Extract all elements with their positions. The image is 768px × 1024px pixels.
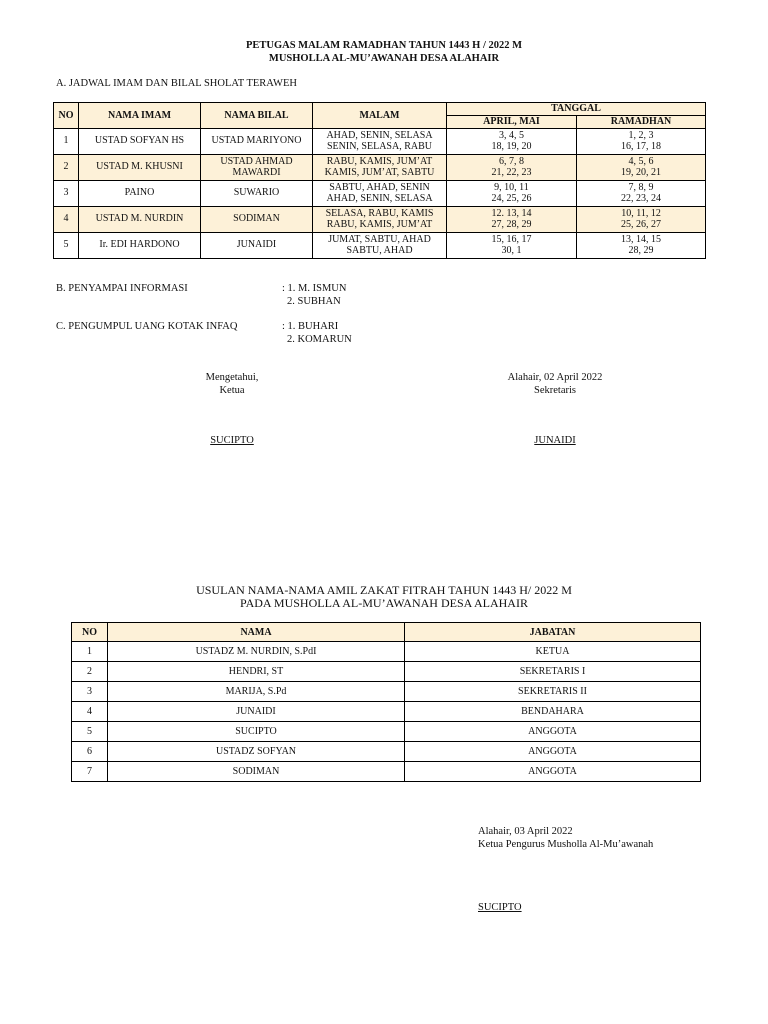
table-header-row: [72, 623, 701, 642]
cell-ramadhan: [577, 129, 706, 155]
april-line1: 9, 10, 11: [494, 182, 529, 193]
cell-april-mai: [447, 129, 577, 155]
cell-jabatan: ANGGOTA: [405, 742, 701, 762]
doc1-title-line1: PETUGAS MALAM RAMADHAN TAHUN 1443 H / 2022 M: [245, 40, 523, 51]
ramadhan-line2: 28, 29: [628, 244, 654, 256]
cell-imam: PAINO: [79, 181, 201, 207]
sign-right-line1: Alahair, 02 April 2022: [507, 372, 603, 383]
header-ramadhan: RAMADHAN: [577, 116, 706, 129]
cell-nama: USTADZ SOFYAN: [108, 742, 405, 762]
ramadhan-line1: 7, 8, 9: [628, 182, 654, 193]
doc2-sign-line2: Ketua Pengurus Musholla Al-Mu’awanah: [478, 839, 654, 850]
cell-no: 2: [54, 155, 79, 181]
cell-april-mai: [447, 155, 577, 181]
april-line1: 6, 7, 8: [499, 156, 524, 167]
cell-jabatan: BENDAHARA: [405, 702, 701, 722]
sign-left-line1: Mengetahui,: [205, 372, 259, 383]
cell-april-mai: [447, 233, 577, 259]
table-row: [54, 207, 706, 233]
april-line2: 24, 25, 26: [491, 192, 532, 204]
header-jabatan: JABATAN: [405, 623, 701, 642]
sign-right-name: JUNAIDI: [534, 435, 576, 446]
cell-ramadhan: [577, 155, 706, 181]
header-tanggal: TANGGAL: [447, 103, 706, 116]
header-malam: MALAM: [313, 103, 447, 129]
ramadhan-line2: 16, 17, 18: [621, 140, 661, 152]
ramadhan-line1: 4, 5, 6: [628, 156, 654, 167]
cell-april-mai: [447, 207, 577, 233]
cell-no: 5: [72, 722, 108, 742]
april-line1: 12. 13, 14: [491, 208, 532, 219]
cell-no: 7: [72, 762, 108, 782]
table-row: [54, 155, 706, 181]
table-row: [54, 129, 706, 155]
ramadhan-line1: 1, 2, 3: [628, 130, 654, 141]
section-b-label: B. PENYAMPAI INFORMASI: [56, 283, 188, 294]
cell-malam: [313, 181, 447, 207]
table-row: [72, 662, 701, 682]
malam-line1: RABU, KAMIS, JUM’AT: [326, 156, 433, 167]
header-no: NO: [72, 623, 108, 642]
cell-jabatan: ANGGOTA: [405, 722, 701, 742]
section-c-item1: : 1. BUHARI: [282, 321, 339, 332]
cell-ramadhan: [577, 233, 706, 259]
cell-jabatan: SEKRETARIS I: [405, 662, 701, 682]
table-row: [72, 682, 701, 702]
cell-no: 2: [72, 662, 108, 682]
doc2-sign-line1: Alahair, 03 April 2022: [478, 826, 573, 837]
cell-nama: HENDRI, ST: [108, 662, 405, 682]
cell-jabatan: ANGGOTA: [405, 762, 701, 782]
header-no: NO: [54, 103, 79, 129]
cell-imam: Ir. EDI HARDONO: [79, 233, 201, 259]
cell-malam: [313, 233, 447, 259]
ramadhan-line2: 25, 26, 27: [621, 218, 661, 230]
cell-imam: USTAD M. NURDIN: [79, 207, 201, 233]
cell-bilal: SUWARIO: [201, 181, 313, 207]
cell-nama: SODIMAN: [108, 762, 405, 782]
sign-left-name: SUCIPTO: [210, 435, 254, 446]
cell-april-mai: [447, 181, 577, 207]
ramadhan-line2: 22, 23, 24: [621, 192, 661, 204]
sign-left-line2: Ketua: [219, 385, 245, 396]
bilal-line2: MAWARDI: [232, 166, 281, 178]
cell-no: 1: [54, 129, 79, 155]
april-line2: 27, 28, 29: [491, 218, 532, 230]
cell-no: 4: [72, 702, 108, 722]
ramadhan-line2: 19, 20, 21: [621, 166, 661, 178]
malam-line1: AHAD, SENIN, SELASA: [326, 130, 433, 141]
malam-line2: RABU, KAMIS, JUM’AT: [326, 218, 433, 230]
doc2-title-line2: PADA MUSHOLLA AL-MU’AWANAH DESA ALAHAIR: [240, 596, 528, 610]
amil-zakat-table: [71, 622, 701, 782]
cell-malam: [313, 129, 447, 155]
header-nama-bilal: NAMA BILAL: [201, 103, 313, 129]
april-line2: 18, 19, 20: [491, 140, 532, 152]
cell-imam: USTAD M. KHUSNI: [79, 155, 201, 181]
sign-right-line2: Sekretaris: [534, 385, 576, 396]
malam-line2: KAMIS, JUM’AT, SABTU: [324, 166, 435, 178]
section-b-item2: 2. SUBHAN: [287, 296, 341, 307]
header-nama-imam: NAMA IMAM: [79, 103, 201, 129]
table-header-row: [54, 103, 706, 116]
malam-line1: SABTU, AHAD, SENIN: [329, 182, 430, 193]
malam-line2: SABTU, AHAD: [346, 244, 413, 256]
doc1-title-line2: MUSHOLLA AL-MU’AWANAH DESA ALAHAIR: [268, 53, 500, 64]
ramadhan-line1: 10, 11, 12: [621, 208, 661, 219]
cell-bilal: SODIMAN: [201, 207, 313, 233]
cell-bilal: USTAD MARIYONO: [201, 129, 313, 155]
bilal-line1: USTAD AHMAD: [220, 156, 293, 167]
table-row: [72, 742, 701, 762]
imam-bilal-schedule-table: [53, 102, 706, 259]
cell-nama: USTADZ M. NURDIN, S.PdI: [108, 642, 405, 662]
malam-line1: SELASA, RABU, KAMIS: [325, 208, 434, 219]
april-line1: 15, 16, 17: [491, 234, 532, 245]
doc2-title-line1: USULAN NAMA-NAMA AMIL ZAKAT FITRAH TAHUN 1443 H/ 2022 M: [196, 583, 572, 597]
cell-nama: JUNAIDI: [108, 702, 405, 722]
cell-ramadhan: [577, 207, 706, 233]
april-line1: 3, 4, 5: [499, 130, 524, 141]
table-row: [72, 642, 701, 662]
cell-malam: [313, 207, 447, 233]
cell-jabatan: KETUA: [405, 642, 701, 662]
cell-no: 3: [72, 682, 108, 702]
malam-line2: SENIN, SELASA, RABU: [326, 140, 432, 152]
april-line2: 21, 22, 23: [491, 166, 532, 178]
cell-imam: USTAD SOFYAN HS: [79, 129, 201, 155]
section-a-heading: A. JADWAL IMAM DAN BILAL SHOLAT TERAWEH: [56, 78, 297, 89]
cell-jabatan: SEKRETARIS II: [405, 682, 701, 702]
cell-malam: [313, 155, 447, 181]
table-row: [72, 722, 701, 742]
section-b-item1: : 1. M. ISMUN: [282, 283, 347, 294]
cell-nama: MARIJA, S.Pd: [108, 682, 405, 702]
cell-no: 1: [72, 642, 108, 662]
cell-no: 3: [54, 181, 79, 207]
section-c-item2: 2. KOMARUN: [287, 334, 352, 345]
cell-no: 6: [72, 742, 108, 762]
cell-bilal: JUNAIDI: [201, 233, 313, 259]
section-c-label: C. PENGUMPUL UANG KOTAK INFAQ: [56, 321, 238, 332]
cell-nama: SUCIPTO: [108, 722, 405, 742]
table-row: [72, 702, 701, 722]
cell-no: 4: [54, 207, 79, 233]
cell-bilal: [201, 155, 313, 181]
cell-no: 5: [54, 233, 79, 259]
header-nama: NAMA: [108, 623, 405, 642]
table-row: [72, 762, 701, 782]
malam-line2: AHAD, SENIN, SELASA: [326, 192, 433, 204]
header-april-mai: APRIL, MAI: [447, 116, 577, 129]
malam-line1: JUMAT, SABTU, AHAD: [328, 234, 431, 245]
cell-ramadhan: [577, 181, 706, 207]
table-row: [54, 181, 706, 207]
doc2-sign-name: SUCIPTO: [478, 902, 522, 913]
table-row: [54, 233, 706, 259]
ramadhan-line1: 13, 14, 15: [621, 234, 661, 245]
april-line2: 30, 1: [501, 244, 522, 256]
